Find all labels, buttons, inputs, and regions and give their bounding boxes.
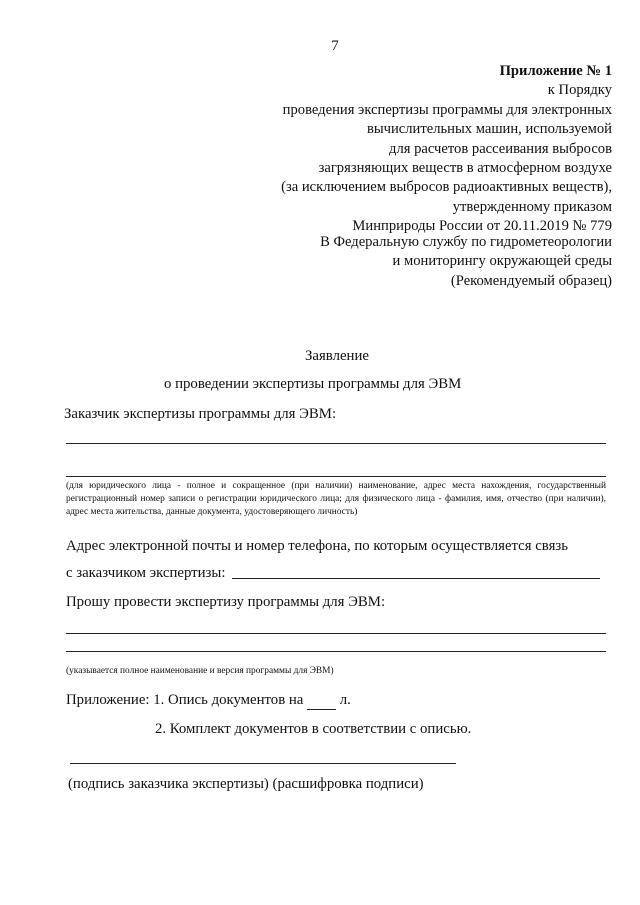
program-field-note: (указывается полное наименование и версия программы для ЭВМ)	[66, 666, 334, 676]
statement-subtitle: о проведении экспертизы программы для ЭВМ	[164, 376, 462, 392]
request-label: Прошу провести экспертизу программы для ЭВМ:	[66, 594, 386, 610]
appendix-line: проведения экспертизы программы для электронных	[282, 101, 612, 118]
contact-label-line2: с заказчиком экспертизы:	[66, 565, 226, 581]
attachment-item-1	[66, 692, 351, 710]
attachment-item-2: 2. Комплект документов в соответствии с описью.	[155, 721, 472, 737]
appendix-line: для расчетов рассеивания выбросов	[389, 140, 612, 157]
signature-line[interactable]	[70, 763, 456, 764]
addressee-block	[192, 233, 612, 291]
appendix-line: загрязняющих веществ в атмосферном воздухе	[318, 160, 612, 177]
attachment-1-text: Приложение: 1. Опись документов на	[66, 692, 304, 708]
appendix-line: (за исключением выбросов радиоактивных веществ),	[281, 179, 612, 196]
page-number: 7	[331, 38, 339, 54]
attachment-1-suffix: л.	[339, 692, 351, 708]
statement-title: Заявление	[305, 348, 369, 364]
appendix-line: вычислительных машин, используемой	[366, 121, 612, 138]
appendix-block	[192, 62, 612, 237]
sheet-count-field[interactable]	[307, 692, 336, 710]
contact-input-line[interactable]	[232, 578, 600, 579]
customer-label: Заказчик экспертизы программы для ЭВМ:	[64, 406, 337, 422]
appendix-line: утвержденному приказом	[452, 198, 612, 215]
appendix-line: к Порядку	[547, 82, 612, 99]
addressee-line: (Рекомендуемый образец)	[450, 272, 612, 289]
program-input-line-2[interactable]	[66, 651, 606, 652]
customer-input-line-2[interactable]	[66, 476, 606, 477]
program-input-line-1[interactable]	[66, 633, 606, 634]
appendix-line: Минприроды России от 20.11.2019 № 779	[352, 218, 612, 235]
signature-caption: (подпись заказчика экспертизы) (расшифровка подписи)	[68, 776, 424, 792]
contact-label-line1: Адрес электронной почты и номер телефона, по которым осуществляется связь	[66, 538, 569, 554]
addressee-line: и мониторингу окружающей среды	[392, 253, 612, 270]
addressee-line: В Федеральную службу по гидрометеорологии	[320, 234, 612, 250]
customer-input-line-1[interactable]	[66, 443, 606, 444]
customer-field-note: (для юридического лица - полное и сокращенное (при наличии) наименование, адрес места нахождения, государственный регистрационный номер записи о регистрации юридического лица; для физического лица - фамилия, имя, отчество (при наличии), адрес места жительства, данные документа, удостоверяющего личность)	[66, 481, 606, 518]
appendix-heading: Приложение № 1	[499, 63, 612, 79]
